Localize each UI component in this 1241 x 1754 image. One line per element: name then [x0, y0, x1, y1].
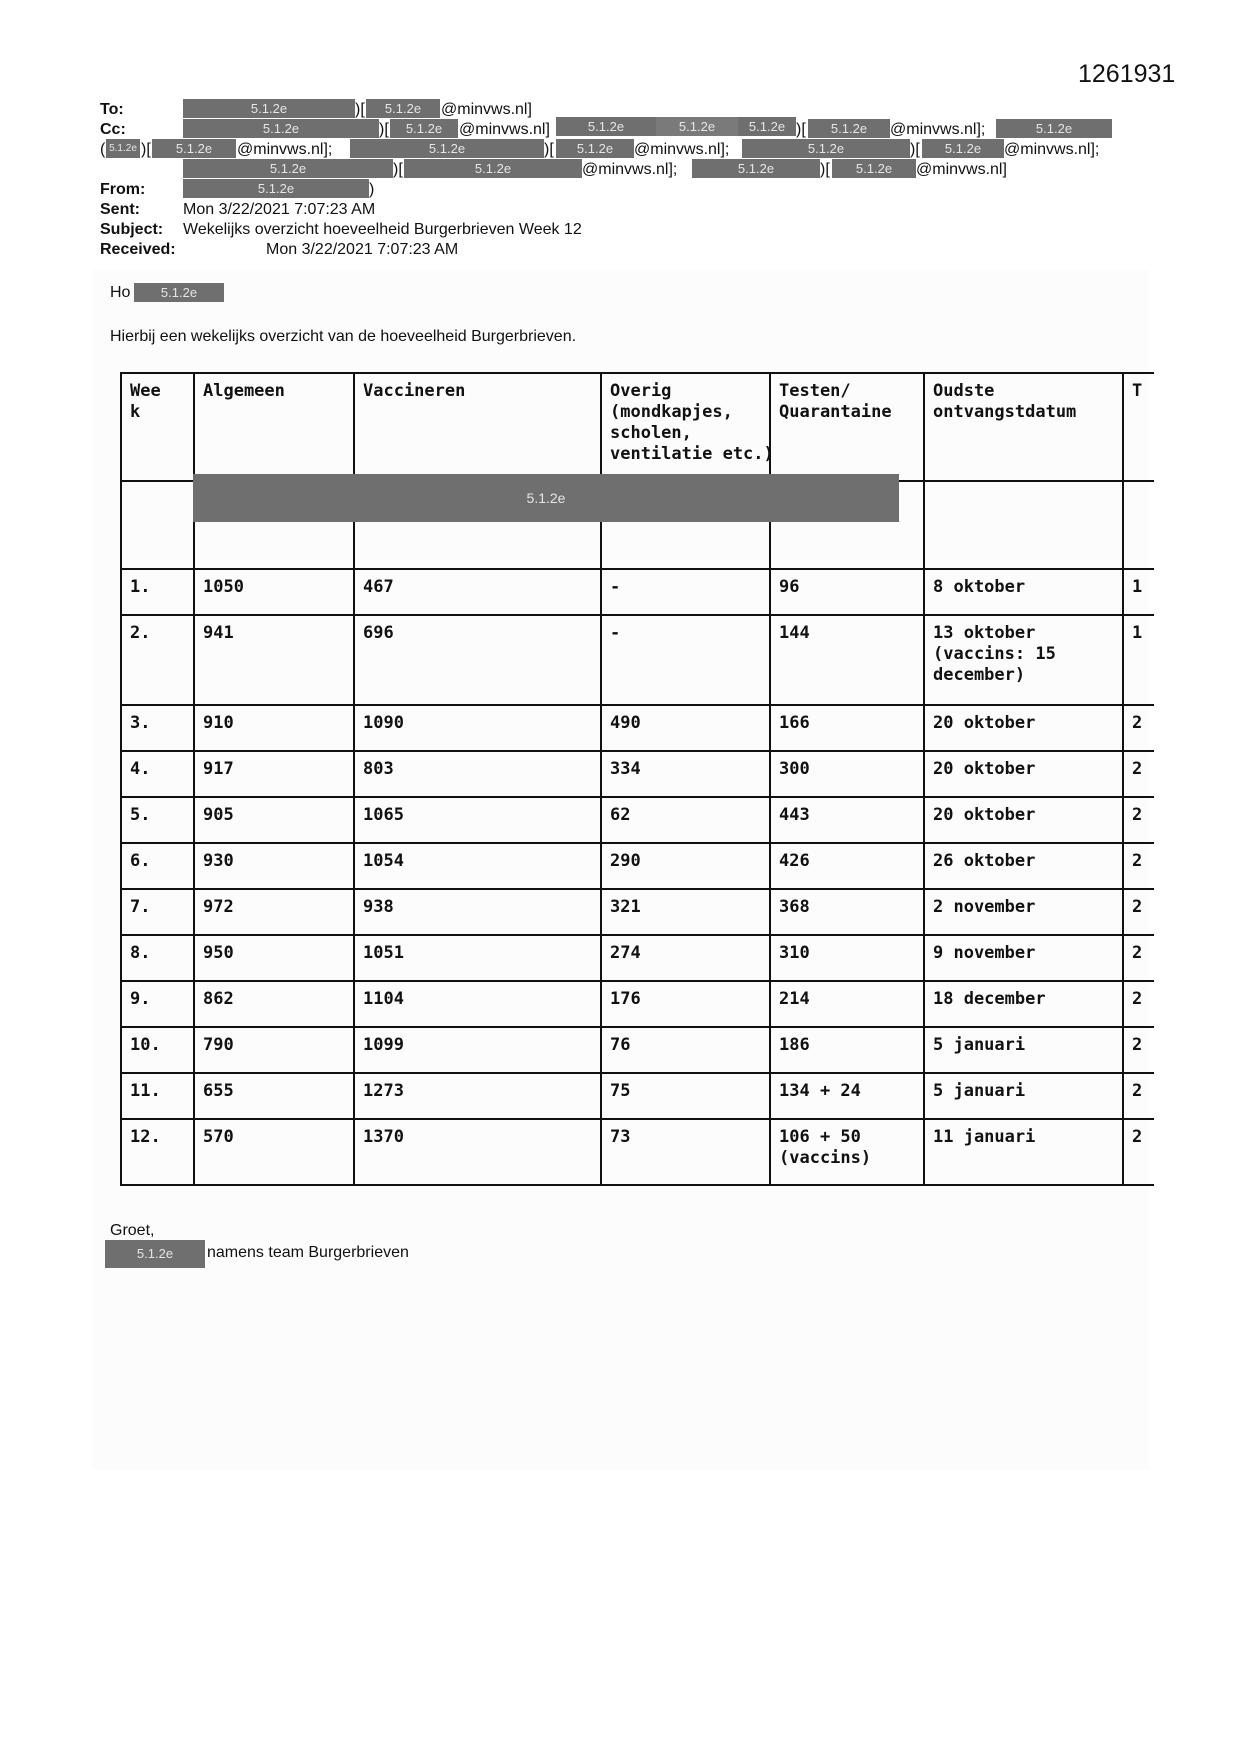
table-cell-vaccineren: 696 — [363, 623, 394, 643]
redaction-box: 5.1.2e — [832, 159, 916, 178]
table-cell-oudste: 20 oktober — [933, 759, 1036, 779]
bracket-text: )[ — [820, 161, 830, 178]
table-rule-horizontal — [120, 1118, 1154, 1120]
table-cell-week: 4. — [130, 759, 151, 779]
table-cell-vaccineren: 803 — [363, 759, 394, 779]
table-cell-week: 6. — [130, 851, 151, 871]
redaction-box: 5.1.2e — [366, 99, 440, 118]
intro-text: Hierbij een wekelijks overzicht van de hoeveelheid Burgerbrieven. — [110, 328, 577, 345]
table-cell-t: 2 — [1132, 759, 1143, 779]
table-rule-vertical — [120, 372, 122, 1186]
table-cell-vaccineren: 1054 — [363, 851, 404, 871]
document-id: 1261931 — [1078, 60, 1176, 88]
table-rule-horizontal — [120, 614, 1154, 616]
table-cell-overig: 62 — [610, 805, 631, 825]
table-cell-algemeen: 917 — [203, 759, 234, 779]
table-cell-week: 7. — [130, 897, 151, 917]
table-cell-vaccineren: 1090 — [363, 713, 404, 733]
table-rule-horizontal — [120, 750, 1154, 752]
table-cell-t: 2 — [1132, 1127, 1143, 1147]
table-cell-week: 5. — [130, 805, 151, 825]
email-domain: @minvws.nl] — [916, 161, 1007, 178]
table-cell-testen: 300 — [779, 759, 810, 779]
redaction-box: 5.1.2e — [996, 119, 1112, 138]
table-rule-horizontal — [120, 888, 1154, 890]
table-cell-algemeen: 570 — [203, 1127, 234, 1147]
table-cell-testen: 368 — [779, 897, 810, 917]
table-cell-oudste: 13 oktober (vaccins: 15 december) — [933, 623, 1056, 685]
redaction-box: 5.1.2e — [183, 119, 379, 138]
redaction-box: 5.1.2e — [556, 117, 656, 136]
redaction-box: 5.1.2e — [193, 474, 899, 522]
table-rule-horizontal — [120, 704, 1154, 706]
header-overig: Overig (mondkapjes, scholen, ventilatie etc.) — [610, 381, 774, 464]
redaction-box: 5.1.2e — [692, 159, 820, 178]
table-cell-t: 2 — [1132, 713, 1143, 733]
redaction-box: 5.1.2e — [134, 283, 224, 302]
header-testen: Testen/ Quarantaine — [779, 381, 892, 422]
from-label: From: — [100, 181, 146, 198]
table-cell-oudste: 18 december — [933, 989, 1046, 1009]
table-cell-overig: - — [610, 623, 621, 643]
table-cell-oudste: 20 oktober — [933, 713, 1036, 733]
table-rule-vertical — [923, 372, 925, 1186]
sent-label: Sent: — [100, 201, 140, 218]
table-cell-vaccineren: 1051 — [363, 943, 404, 963]
table-cell-algemeen: 862 — [203, 989, 234, 1009]
table-cell-overig: 75 — [610, 1081, 631, 1101]
table-cell-oudste: 20 oktober — [933, 805, 1036, 825]
table-cell-week: 2. — [130, 623, 151, 643]
redaction-box: 5.1.2e — [183, 159, 393, 178]
table-cell-testen: 443 — [779, 805, 810, 825]
redaction-box: 5.1.2e — [350, 139, 544, 158]
table-cell-week: 8. — [130, 943, 151, 963]
table-cell-overig: 490 — [610, 713, 641, 733]
redaction-box: 5.1.2e — [404, 159, 582, 178]
redaction-box: 5.1.2e — [922, 139, 1004, 158]
header-week: Wee k — [130, 381, 161, 422]
redaction-box: 5.1.2e — [152, 139, 236, 158]
email-domain: @minvws.nl]; — [634, 141, 730, 158]
table-rule-horizontal — [120, 1026, 1154, 1028]
table-cell-overig: 73 — [610, 1127, 631, 1147]
table-cell-algemeen: 1050 — [203, 577, 244, 597]
table-cell-algemeen: 972 — [203, 897, 234, 917]
redaction-box: 5.1.2e — [656, 117, 738, 136]
email-domain: @minvws.nl] — [459, 121, 550, 138]
burgerbrieven-table — [120, 372, 1154, 1194]
table-cell-week: 1. — [130, 577, 151, 597]
bracket-text: ( — [100, 141, 106, 158]
table-cell-t: 2 — [1132, 1081, 1143, 1101]
table-cell-testen: 134 + 24 — [779, 1081, 861, 1101]
header-t: T — [1132, 381, 1143, 401]
table-cell-overig: - — [610, 577, 621, 597]
table-cell-testen: 106 + 50 (vaccins) — [779, 1127, 872, 1168]
bracket-text: )[ — [141, 141, 151, 158]
bracket-text: )[ — [910, 141, 920, 158]
received-label: Received: — [100, 241, 176, 258]
table-rule-horizontal — [120, 1184, 1154, 1186]
received-value: Mon 3/22/2021 7:07:23 AM — [266, 241, 459, 258]
redaction-box: 5.1.2e — [183, 99, 355, 118]
table-cell-testen: 426 — [779, 851, 810, 871]
table-cell-overig: 76 — [610, 1035, 631, 1055]
table-cell-week: 11. — [130, 1081, 161, 1101]
table-cell-oudste: 11 januari — [933, 1127, 1036, 1147]
bracket-text: )[ — [544, 141, 554, 158]
table-cell-t: 2 — [1132, 851, 1143, 871]
redaction-box: 5.1.2e — [390, 119, 458, 138]
bracket-text: )[ — [393, 161, 403, 178]
table-cell-overig: 290 — [610, 851, 641, 871]
table-cell-vaccineren: 1370 — [363, 1127, 404, 1147]
greeting-text: Ho — [110, 284, 131, 301]
table-cell-vaccineren: 1065 — [363, 805, 404, 825]
table-cell-overig: 334 — [610, 759, 641, 779]
table-cell-vaccineren: 467 — [363, 577, 394, 597]
table-cell-t: 2 — [1132, 989, 1143, 1009]
table-cell-algemeen: 950 — [203, 943, 234, 963]
subject-value: Wekelijks overzicht hoeveelheid Burgerbrieven Week 12 — [183, 221, 582, 238]
table-rule-horizontal — [120, 1072, 1154, 1074]
email-domain: @minvws.nl]; — [1004, 141, 1100, 158]
cc-label: Cc: — [100, 121, 126, 138]
table-cell-algemeen: 655 — [203, 1081, 234, 1101]
table-rule-horizontal — [120, 796, 1154, 798]
table-cell-week: 10. — [130, 1035, 161, 1055]
table-rule-vertical — [1122, 372, 1124, 1186]
bracket-text: )[ — [355, 101, 365, 118]
table-cell-algemeen: 910 — [203, 713, 234, 733]
table-cell-oudste: 5 januari — [933, 1035, 1026, 1055]
redaction-box: 5.1.2e — [738, 117, 796, 136]
table-cell-week: 3. — [130, 713, 151, 733]
table-cell-oudste: 9 november — [933, 943, 1036, 963]
table-cell-t: 2 — [1132, 1035, 1143, 1055]
bracket-text: ) — [369, 181, 375, 198]
table-cell-vaccineren: 938 — [363, 897, 394, 917]
table-cell-t: 2 — [1132, 805, 1143, 825]
table-cell-vaccineren: 1273 — [363, 1081, 404, 1101]
table-cell-testen: 166 — [779, 713, 810, 733]
bracket-text: )[ — [379, 121, 389, 138]
table-cell-week: 12. — [130, 1127, 161, 1147]
to-label: To: — [100, 101, 124, 118]
table-cell-week: 9. — [130, 989, 151, 1009]
email-domain: @minvws.nl]; — [890, 121, 986, 138]
table-cell-t: 1 — [1132, 623, 1143, 643]
email-domain: @minvws.nl] — [441, 101, 532, 118]
table-cell-t: 1 — [1132, 577, 1143, 597]
email-domain: @minvws.nl]; — [237, 141, 333, 158]
email-domain: @minvws.nl]; — [582, 161, 678, 178]
header-algemeen: Algemeen — [203, 381, 285, 401]
table-cell-oudste: 5 januari — [933, 1081, 1026, 1101]
table-rule-horizontal — [120, 980, 1154, 982]
table-cell-algemeen: 930 — [203, 851, 234, 871]
table-cell-overig: 321 — [610, 897, 641, 917]
closing-text: Groet, — [110, 1222, 155, 1239]
redaction-box: 5.1.2e — [183, 179, 369, 198]
table-cell-t: 2 — [1132, 897, 1143, 917]
table-cell-testen: 144 — [779, 623, 810, 643]
sent-value: Mon 3/22/2021 7:07:23 AM — [183, 201, 376, 218]
bracket-text: )[ — [796, 121, 806, 138]
table-cell-testen: 96 — [779, 577, 800, 597]
table-cell-testen: 186 — [779, 1035, 810, 1055]
subject-label: Subject: — [100, 221, 164, 238]
table-cell-algemeen: 941 — [203, 623, 234, 643]
header-oudste: Oudste ontvangstdatum — [933, 381, 1077, 422]
redaction-box: 5.1.2e — [808, 119, 890, 138]
table-rule-horizontal — [120, 372, 1154, 374]
table-cell-oudste: 26 oktober — [933, 851, 1036, 871]
table-rule-horizontal — [120, 568, 1154, 570]
table-cell-oudste: 2 november — [933, 897, 1036, 917]
table-cell-algemeen: 790 — [203, 1035, 234, 1055]
redaction-box: 5.1.2e — [106, 139, 140, 158]
signature-text: namens team Burgerbrieven — [207, 1244, 409, 1261]
table-cell-t: 2 — [1132, 943, 1143, 963]
table-cell-algemeen: 905 — [203, 805, 234, 825]
table-cell-vaccineren: 1104 — [363, 989, 404, 1009]
table-cell-overig: 176 — [610, 989, 641, 1009]
table-rule-horizontal — [120, 934, 1154, 936]
table-cell-vaccineren: 1099 — [363, 1035, 404, 1055]
table-cell-testen: 310 — [779, 943, 810, 963]
redaction-box: 5.1.2e — [105, 1240, 205, 1268]
table-cell-oudste: 8 oktober — [933, 577, 1026, 597]
header-vaccineren: Vaccineren — [363, 381, 466, 401]
redaction-box: 5.1.2e — [742, 139, 910, 158]
redaction-box: 5.1.2e — [556, 139, 634, 158]
table-cell-overig: 274 — [610, 943, 641, 963]
table-rule-horizontal — [120, 842, 1154, 844]
table-cell-testen: 214 — [779, 989, 810, 1009]
